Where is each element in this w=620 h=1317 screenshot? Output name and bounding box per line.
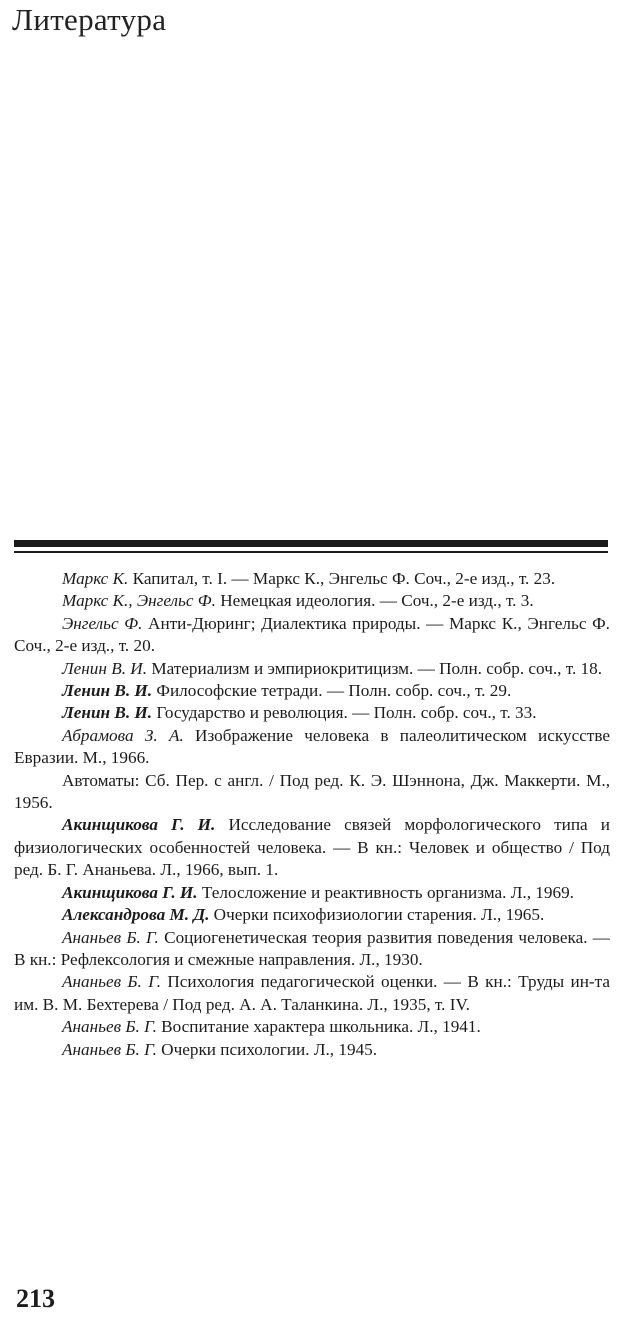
- reference-text: Очерки психологии. Л., 1945.: [156, 1039, 378, 1059]
- reference-item: [14, 568, 610, 590]
- reference-text: Социогенетическая теория развития поведения человека. — В кн.: Рефлексология и смежные направления. Л., 1930.: [14, 927, 610, 969]
- reference-item: [14, 814, 610, 881]
- reference-item: [14, 770, 610, 815]
- reference-item: [14, 680, 610, 702]
- reference-text: Философские тетради. — Полн. собр. соч., т. 29.: [152, 681, 512, 701]
- reference-item: [14, 927, 610, 972]
- reference-text: Телосложение и реактивность организма. Л., 1969.: [197, 882, 574, 902]
- reference-author: Ленин В. И.: [62, 703, 153, 723]
- reference-author: Ленин В. И.: [62, 681, 153, 701]
- reference-author: Энгельс Ф.: [62, 613, 143, 633]
- page-number: 213: [16, 1284, 55, 1313]
- reference-author: Маркс К.: [62, 569, 129, 588]
- reference-author: Ананьев Б. Г.: [62, 1039, 157, 1059]
- reference-author: Ананьев Б. Г.: [62, 927, 159, 947]
- reference-item: [14, 971, 610, 1016]
- reference-item: [14, 904, 610, 926]
- header-rule-thin: [14, 551, 608, 553]
- reference-item: [14, 702, 610, 724]
- reference-text: Материализм и эмпириокритицизм. — Полн. собр. соч., т. 18.: [147, 658, 603, 678]
- reference-author: Ананьев Б. Г.: [62, 972, 161, 992]
- reference-text: Капитал, т. I. — Маркс К., Энгельс Ф. Соч., 2-е изд., т. 23.: [128, 569, 556, 588]
- reference-item: [14, 725, 610, 770]
- reference-text: Исследование связей морфологического типа и физиологических особенностей человека. — В кн.: Человек и общество / Под ред. Б. Г. Ананьева. Л., 1966, вып. 1.: [14, 815, 611, 880]
- reference-text: Автоматы: Сб. Пер. с англ. / Под ред. К. Э. Шэннона, Дж. Маккерти. М., 1956.: [14, 770, 610, 813]
- reference-author: Маркс К., Энгельс Ф.: [62, 591, 216, 611]
- reference-text: Психология педагогической оценки. — В кн.: Труды ин-та им. В. М. Бехтерева / Под ред. А. А. Таланкина. Л., 1935, т. IV.: [14, 972, 610, 1014]
- page-title: Литература: [12, 2, 167, 37]
- reference-author: Ананьев Б. Г.: [62, 1017, 157, 1037]
- reference-author: Александрова М. Д.: [62, 905, 210, 925]
- reference-item: [14, 882, 610, 904]
- reference-item: [14, 1039, 610, 1061]
- reference-author: Акинщикова Г. И.: [62, 882, 198, 902]
- reference-text: Очерки психофизиологии старения. Л., 1965.: [209, 905, 545, 925]
- reference-item: [14, 613, 610, 658]
- reference-text: Анти-Дюринг; Диалектика природы. — Маркс К., Энгельс Ф. Соч., 2-е изд., т. 20.: [14, 613, 610, 656]
- reference-text: Государство и революция. — Полн. собр. соч., т. 33.: [152, 703, 537, 723]
- reference-author: Акинщикова Г. И.: [62, 815, 216, 835]
- reference-item: [14, 1016, 610, 1038]
- reference-author: Ленин В. И.: [62, 658, 148, 678]
- reference-author: Абрамова З. А.: [62, 725, 184, 745]
- reference-item: [14, 590, 610, 612]
- reference-list: [14, 568, 610, 1061]
- header-rule-thick: [14, 540, 608, 547]
- reference-text: Немецкая идеология. — Соч., 2-е изд., т. 3.: [215, 591, 534, 611]
- reference-item: [14, 658, 610, 680]
- reference-text: Воспитание характера школьника. Л., 1941.: [156, 1017, 481, 1037]
- reference-text: Изображение человека в палеолитическом искусстве Евразии. М., 1966.: [14, 725, 610, 768]
